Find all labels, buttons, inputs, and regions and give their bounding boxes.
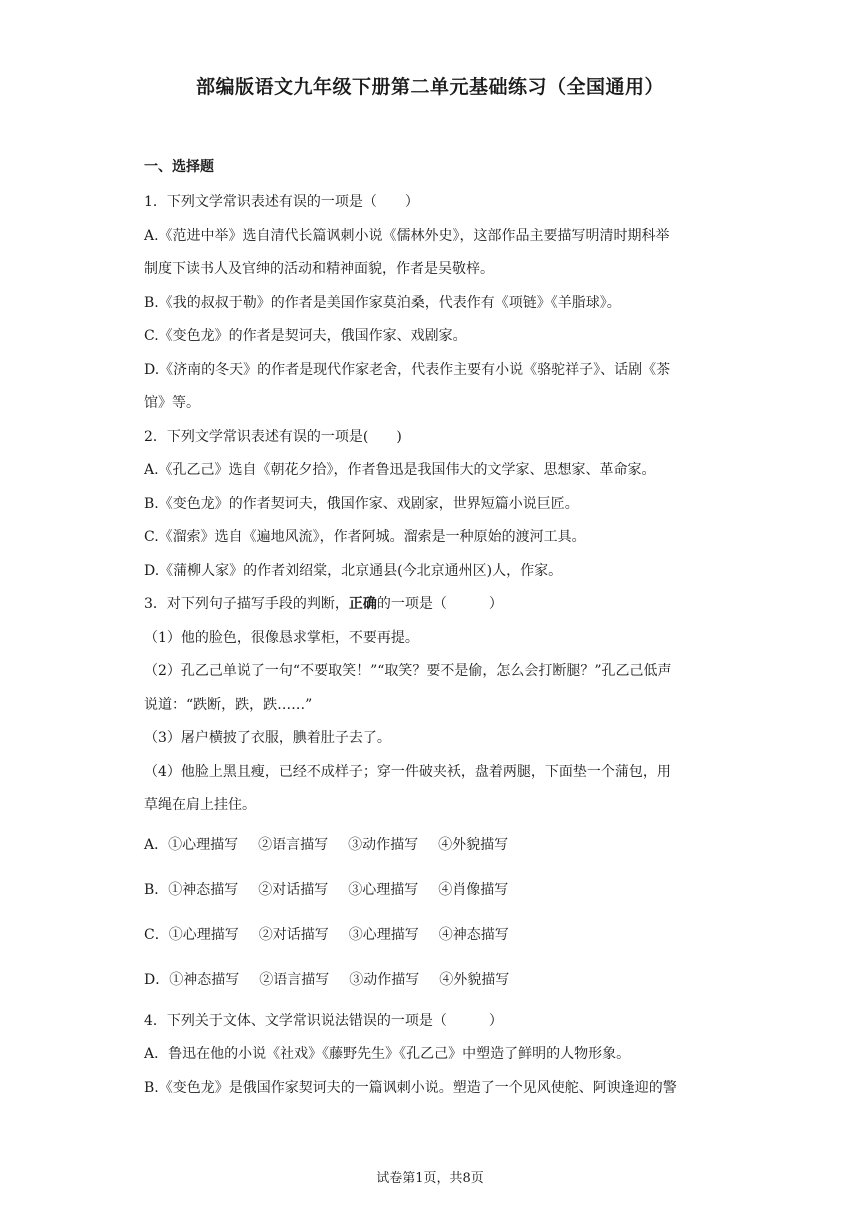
question-3-sentence-2: （2）孔乙己单说了一句“不要取笑！”“取笑？要不是偷，怎么会打断腿？”孔乙己低声 bbox=[144, 663, 672, 679]
option-label: A． bbox=[144, 836, 169, 853]
question-3-stem bbox=[144, 588, 724, 622]
question-1-option-c: C.《变色龙》的作者是契诃夫，俄国作家、戏剧家。 bbox=[144, 328, 467, 344]
question-3-stem-pre: 3．对下列句子描写手段的判断， bbox=[144, 596, 349, 612]
question-3-sentence-4-cont: 草绳在肩上挂住。 bbox=[144, 797, 256, 813]
question-3-option-d bbox=[144, 958, 724, 1003]
question-3-sentence-1: （1）他的脸色，很像恳求掌柜，不要再提。 bbox=[144, 629, 419, 646]
option-item: ②对话描写 bbox=[258, 881, 329, 898]
option-item: ②语言描写 bbox=[259, 971, 330, 988]
question-1-option-a-cont: 制度下读书人及官绅的活动和精神面貌，作者是吴敬梓。 bbox=[144, 261, 494, 277]
question-4-stem: 4．下列关于文体、文学常识说法错误的一项是（ ） bbox=[144, 1012, 503, 1029]
option-item: ①神态描写 bbox=[168, 881, 239, 898]
option-label: B． bbox=[144, 881, 169, 898]
option-label: C． bbox=[144, 926, 169, 943]
question-3-option-a bbox=[144, 823, 724, 868]
question-2-option-b: B.《变色龙》的作者契诃夫，俄国作家、戏剧家，世界短篇小说巨匠。 bbox=[144, 495, 579, 512]
question-list bbox=[144, 186, 724, 1105]
question-3-sentence-4: （4）他脸上黑且瘦，已经不成样子；穿一件破夹袄，盘着两腿，下面垫一个蒲包，用 bbox=[144, 763, 671, 780]
option-item: ①心理描写 bbox=[168, 836, 239, 853]
question-3-stem-emphasis: 正确 bbox=[348, 596, 377, 612]
question-1-option-d-cont: 馆》等。 bbox=[144, 395, 200, 411]
question-1-option-b: B.《我的叔叔于勒》的作者是美国作家莫泊桑，代表作有《项链》《羊脂球》。 bbox=[144, 294, 621, 311]
section-heading: 一、选择题 bbox=[144, 159, 214, 175]
question-4-option-b: B.《变色龙》是俄国作家契诃夫的一篇讽刺小说。塑造了一个见风使舵、阿谀逢迎的警 bbox=[144, 1079, 677, 1096]
question-2-stem: 2．下列文学常识表述有误的一项是( ) bbox=[144, 428, 402, 445]
question-3-option-b bbox=[144, 868, 724, 913]
question-2-option-a: A.《孔乙己》选自《朝花夕拾》，作者鲁迅是我国伟大的文学家、思想家、革命家。 bbox=[144, 462, 656, 478]
question-3-stem-post: 的一项是（ ） bbox=[376, 596, 503, 612]
question-2-option-d: D.《蒲柳人家》的作者刘绍棠，北京通县(今北京通州区)人，作家。 bbox=[144, 562, 563, 579]
question-1-option-a: A.《范进中举》选自清代长篇讽刺小说《儒林外史》，这部作品主要描写明清时期科举 bbox=[144, 227, 670, 244]
option-item: ④肖像描写 bbox=[438, 881, 509, 898]
option-item: ③动作描写 bbox=[348, 836, 419, 853]
option-item: ③心理描写 bbox=[348, 881, 419, 898]
option-item: ①神态描写 bbox=[169, 971, 240, 988]
option-item: ③动作描写 bbox=[349, 971, 420, 988]
question-1-stem: 1．下列文学常识表述有误的一项是（ ） bbox=[144, 194, 419, 210]
question-3-sentence-3: （3）屠户横披了衣服，腆着肚子去了。 bbox=[144, 730, 391, 746]
option-item: ③心理描写 bbox=[348, 926, 419, 943]
option-item: ②对话描写 bbox=[258, 926, 329, 943]
page-footer: 试卷第1页，共8页 bbox=[376, 1171, 484, 1186]
question-4-option-a: A．鲁迅在他的小说《社戏》《藤野先生》《孔乙己》中塑造了鲜明的人物形象。 bbox=[144, 1046, 631, 1062]
option-item: ④神态描写 bbox=[438, 926, 509, 943]
option-item: ④外貌描写 bbox=[438, 836, 509, 853]
option-label: D． bbox=[144, 971, 170, 988]
option-item: ①心理描写 bbox=[168, 926, 239, 943]
page-title: 部编版语文九年级下册第二单元基础练习（全国通用） bbox=[195, 76, 664, 98]
question-1-option-d: D.《济南的冬天》的作者是现代作家老舍，代表作主要有小说《骆驼祥子》、话剧《茶 bbox=[144, 361, 671, 378]
option-item: ④外貌描写 bbox=[439, 971, 510, 988]
question-3-option-c bbox=[144, 913, 724, 958]
option-item: ②语言描写 bbox=[258, 836, 329, 853]
question-3-sentence-2-cont: 说道：“跌断，跌，跌……” bbox=[144, 696, 313, 713]
question-2-option-c: C.《溜索》选自《遍地风流》，作者阿城。溜索是一种原始的渡河工具。 bbox=[144, 529, 586, 545]
